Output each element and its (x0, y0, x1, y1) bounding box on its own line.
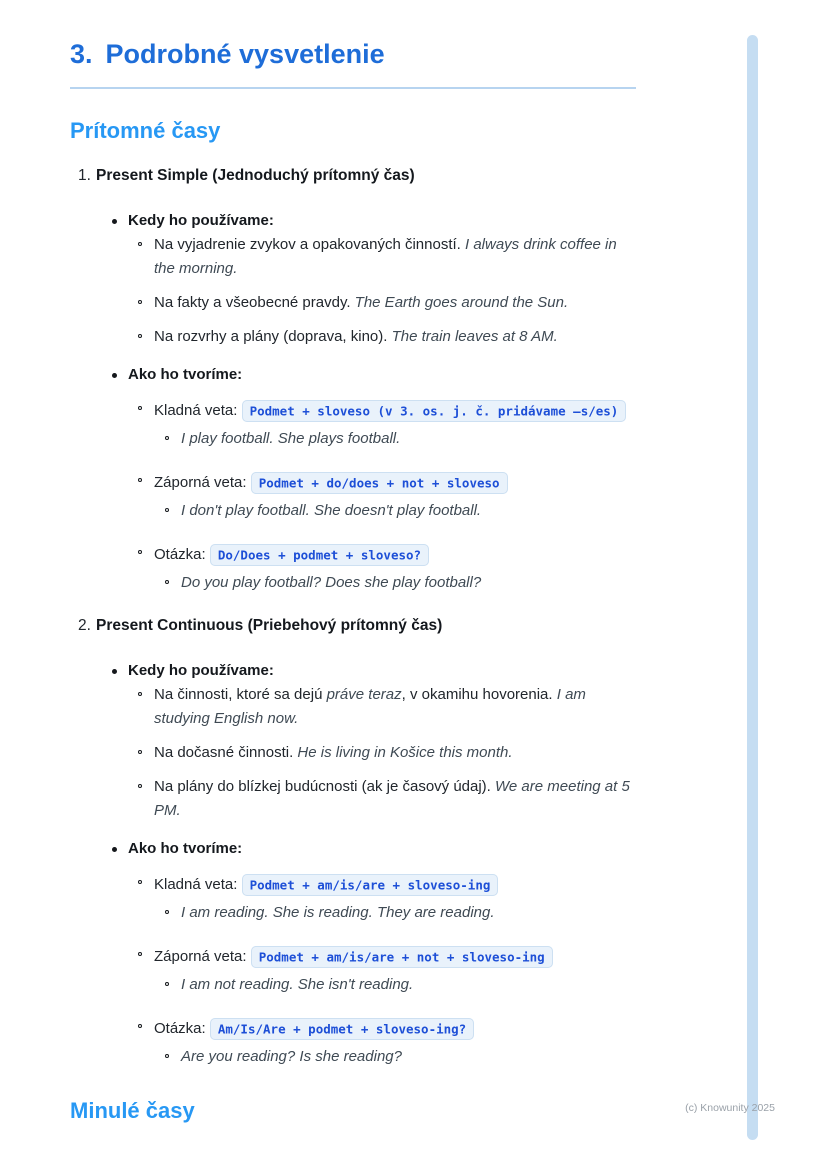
form-label-row (70, 837, 636, 861)
disc-bullet-icon (112, 659, 128, 683)
circle-bullet-icon (138, 683, 154, 731)
tense-name: Present Continuous (Priebehový prítomný čas) (96, 617, 443, 634)
form-type-label: Záporná veta: (154, 948, 251, 965)
form-example: I play football. She plays football. (181, 430, 401, 447)
title-divider (70, 87, 636, 89)
circle-bullet-icon (138, 325, 154, 349)
form-example-text (181, 973, 636, 997)
form-example-text (181, 1045, 636, 1069)
usage-example: The Earth goes around the Sun. (354, 294, 569, 311)
form-text (154, 943, 636, 970)
form-label-row (70, 363, 636, 387)
form-line (70, 541, 636, 568)
form-item (70, 1015, 636, 1069)
usage-item (70, 325, 636, 349)
form-item (70, 541, 636, 595)
circle-bullet-icon (138, 943, 154, 970)
usage-label: Kedy ho používame: (128, 212, 274, 229)
form-example-row (70, 427, 636, 451)
usage-example: I am studying English now. (154, 686, 586, 727)
form-type-label: Otázka: (154, 1020, 210, 1037)
usage-text (154, 291, 636, 315)
usage-text-normal-2: , v okamihu hovorenia. (401, 686, 557, 703)
usage-text-em: práve teraz (326, 686, 402, 703)
form-line (70, 871, 636, 898)
disc-bullet-icon (112, 837, 128, 861)
usage-text-normal: Na dočasné činnosti. (154, 744, 298, 761)
form-item (70, 397, 636, 451)
page-title-number: 3. (70, 39, 93, 69)
form-line (70, 943, 636, 970)
circle-bullet-icon (138, 741, 154, 765)
usage-text (154, 683, 636, 731)
circle-bullet-icon (138, 233, 154, 281)
form-line (70, 397, 636, 424)
circle-bullet-icon (165, 571, 181, 595)
document-content (70, 38, 636, 1125)
circle-bullet-icon (138, 397, 154, 424)
form-example-row (70, 571, 636, 595)
formula-code: Podmet + sloveso (v 3. os. j. č. pridávame –s/es) (242, 400, 627, 422)
circle-bullet-icon (165, 427, 181, 451)
usage-text-normal: Na rozvrhy a plány (doprava, kino). (154, 328, 392, 345)
form-item (70, 943, 636, 997)
form-type-label: Kladná veta: (154, 876, 242, 893)
circle-bullet-icon (138, 291, 154, 315)
circle-bullet-icon (138, 541, 154, 568)
circle-bullet-icon (165, 901, 181, 925)
form-text (154, 397, 636, 424)
form-example-row (70, 973, 636, 997)
form-line (70, 1015, 636, 1042)
section-heading-present: Prítomné časy (70, 118, 221, 143)
usage-label-row (70, 659, 636, 683)
form-example: I am not reading. She isn't reading. (181, 976, 414, 993)
tense-name: Present Simple (Jednoduchý prítomný čas) (96, 167, 415, 184)
usage-example: We are meeting at 5 PM. (154, 778, 630, 819)
circle-bullet-icon (138, 469, 154, 496)
formula-code: Podmet + am/is/are + sloveso-ing (242, 874, 499, 896)
tense-number: 1. (78, 167, 91, 184)
tense-number: 2. (78, 617, 91, 634)
circle-bullet-icon (138, 775, 154, 823)
form-example: I am reading. She is reading. They are reading. (181, 904, 495, 921)
usage-text-normal: Na činnosti, ktoré sa dejú (154, 686, 327, 703)
form-text (154, 1015, 636, 1042)
form-example-text (181, 499, 636, 523)
copyright-watermark: (c) Knowunity 2025 (685, 1102, 775, 1114)
form-type-label: Otázka: (154, 546, 210, 563)
usage-example: The train leaves at 8 AM. (391, 328, 558, 345)
usage-example: He is living in Košice this month. (297, 744, 513, 761)
usage-text (154, 775, 636, 823)
form-example-row (70, 499, 636, 523)
form-line (70, 469, 636, 496)
usage-item (70, 683, 636, 731)
section-heading-past: Minulé časy (70, 1098, 195, 1123)
form-text (154, 871, 636, 898)
form-label: Ako ho tvoríme: (128, 840, 243, 857)
formula-code: Do/Does + podmet + sloveso? (210, 544, 429, 566)
tense-block-present-continuous (70, 614, 636, 1069)
formula-code: Podmet + do/does + not + sloveso (251, 472, 508, 494)
formula-code: Am/Is/Are + podmet + sloveso-ing? (210, 1018, 474, 1040)
form-example: I don't play football. She doesn't play football. (181, 502, 482, 519)
usage-item (70, 741, 636, 765)
form-label: Ako ho tvoríme: (128, 366, 243, 383)
page-title-text: Podrobné vysvetlenie (105, 39, 385, 69)
circle-bullet-icon (138, 871, 154, 898)
usage-label-row (70, 209, 636, 233)
form-text (154, 541, 636, 568)
form-list (70, 397, 636, 595)
form-example: Do you play football? Does she play football? (181, 574, 482, 591)
disc-bullet-icon (112, 209, 128, 233)
usage-list (70, 683, 636, 823)
usage-text (154, 233, 636, 281)
tense-title (78, 614, 636, 638)
usage-text (154, 325, 636, 349)
usage-item (70, 775, 636, 823)
form-example-row (70, 901, 636, 925)
form-example-text (181, 571, 636, 595)
form-list (70, 871, 636, 1069)
form-example: Are you reading? Is she reading? (181, 1048, 402, 1065)
scrollbar[interactable] (747, 35, 758, 1140)
circle-bullet-icon (165, 1045, 181, 1069)
usage-item (70, 233, 636, 281)
form-example-text (181, 427, 636, 451)
usage-list (70, 233, 636, 349)
usage-example: I always drink coffee in the morning. (154, 236, 617, 277)
circle-bullet-icon (165, 973, 181, 997)
form-example-row (70, 1045, 636, 1069)
circle-bullet-icon (165, 499, 181, 523)
usage-text (154, 741, 636, 765)
usage-item (70, 291, 636, 315)
usage-text-normal: Na plány do blízkej budúcnosti (ak je časový údaj). (154, 778, 496, 795)
usage-text-normal: Na fakty a všeobecné pravdy. (154, 294, 355, 311)
form-example-text (181, 901, 636, 925)
form-type-label: Záporná veta: (154, 474, 251, 491)
page-title (70, 38, 636, 70)
disc-bullet-icon (112, 363, 128, 387)
form-item (70, 871, 636, 925)
tense-block-present-simple (70, 164, 636, 595)
circle-bullet-icon (138, 1015, 154, 1042)
form-item (70, 469, 636, 523)
usage-label: Kedy ho používame: (128, 662, 274, 679)
form-type-label: Kladná veta: (154, 402, 242, 419)
tense-title (78, 164, 636, 188)
form-text (154, 469, 636, 496)
usage-text-normal: Na vyjadrenie zvykov a opakovaných činností. (154, 236, 465, 253)
formula-code: Podmet + am/is/are + not + sloveso-ing (251, 946, 553, 968)
